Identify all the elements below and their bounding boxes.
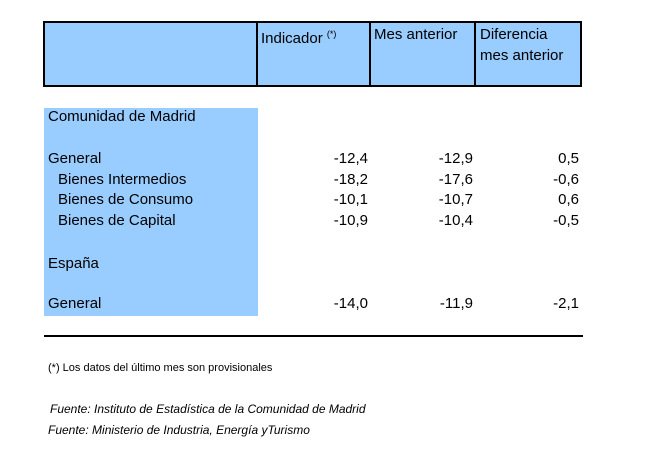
cell-diferencia: -2,1 (553, 295, 579, 312)
cell-indicador: -12,4 (333, 150, 368, 167)
cell-diferencia: 0,6 (558, 191, 579, 208)
row-label: Bienes de Capital (58, 212, 176, 229)
header-mes-anterior: Mes anterior (374, 26, 458, 43)
section-title-espana: España (48, 255, 99, 272)
cell-indicador: -18,2 (333, 171, 368, 188)
header-indicador (261, 29, 336, 49)
row-label: Bienes de Consumo (58, 191, 194, 208)
source-line: Fuente: Ministerio de Industria, Energía yTurismo (48, 423, 310, 437)
source-line: Fuente: Instituto de Estadística de la Comunidad de Madrid (50, 402, 366, 416)
footnote: (*) Los datos del último mes son provisionales (48, 362, 273, 374)
header-divider (369, 21, 371, 87)
row-label: General (48, 295, 102, 312)
cell-mes-anterior: -11,9 (439, 295, 473, 312)
cell-diferencia: -0,6 (553, 171, 579, 188)
header-diferencia-line1: Diferencia (480, 26, 548, 43)
row-label: General (48, 150, 102, 167)
cell-diferencia: -0,5 (553, 212, 579, 229)
cell-diferencia: 0,5 (558, 150, 579, 167)
cell-indicador: -10,1 (333, 191, 368, 208)
cell-mes-anterior: -10,7 (438, 191, 473, 208)
cell-mes-anterior: -10,4 (438, 212, 473, 229)
header-diferencia-line2: mes anterior (480, 47, 564, 64)
header-divider (256, 21, 258, 87)
cell-mes-anterior: -17,6 (438, 171, 473, 188)
table-bottom-rule (44, 335, 583, 337)
section-title-madrid: Comunidad de Madrid (48, 108, 196, 125)
row-label: Bienes Intermedios (58, 171, 187, 188)
header-indicador-footnote-mark: (*) (326, 29, 337, 39)
cell-indicador: -10,9 (333, 212, 368, 229)
header-divider (474, 21, 476, 87)
cell-indicador: -14,0 (333, 295, 368, 312)
header-indicador-label: Indicador (261, 30, 323, 47)
cell-mes-anterior: -12,9 (438, 150, 473, 167)
